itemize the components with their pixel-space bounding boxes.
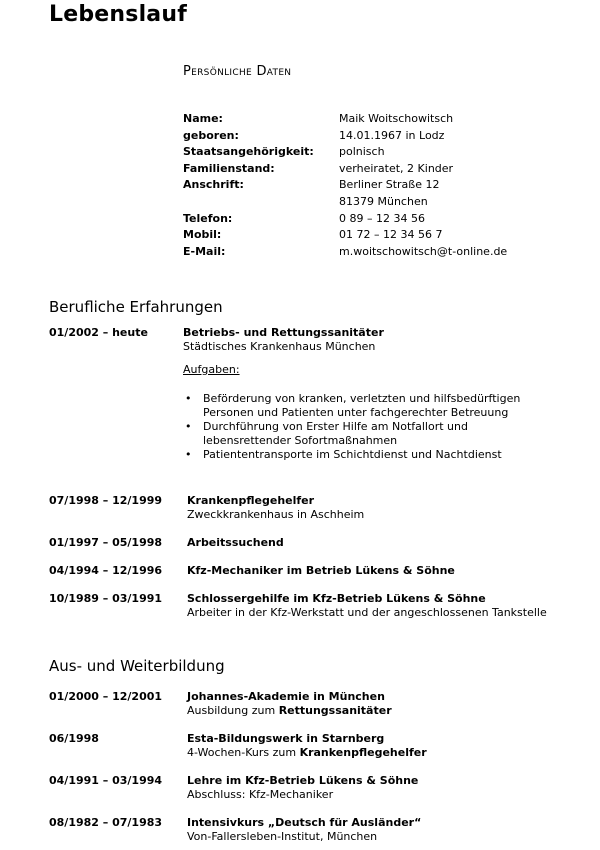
subtitle-bold: Rettungssanitäter <box>278 704 392 717</box>
work-entry <box>49 592 547 620</box>
subtitle-text: Abschluss: Kfz-Mechaniker <box>187 788 334 801</box>
document-title: Lebenslauf <box>49 2 187 27</box>
task-list <box>183 392 520 462</box>
education-entry <box>49 690 392 718</box>
task-line: lebensrettender Sofortmaßnahmen <box>203 434 398 447</box>
work-entry <box>49 564 455 578</box>
work-entry <box>49 536 284 550</box>
personal-value: 01 72 – 12 34 56 7 <box>339 228 443 242</box>
personal-label: E-Mail: <box>183 244 226 258</box>
personal-label: Mobil: <box>183 228 222 242</box>
personal-data-heading: Persönliche Daten <box>183 64 292 79</box>
personal-data-table <box>183 111 507 260</box>
entry-subtitle: Städtisches Krankenhaus München <box>183 340 376 353</box>
entry-date: 04/1994 – 12/1996 <box>49 564 163 577</box>
work-entry <box>49 326 520 462</box>
personal-row-mobile <box>183 227 507 244</box>
subtitle-bold: Krankenpflegehelfer <box>299 746 427 759</box>
personal-label: Familienstand: <box>183 161 275 175</box>
entry-title: Johannes-Akademie in München <box>187 690 385 703</box>
personal-value: verheiratet, 2 Kinder <box>339 161 454 175</box>
personal-row-nationality <box>183 144 507 161</box>
entry-title: Arbeitssuchend <box>187 536 284 549</box>
education-entry <box>49 732 427 760</box>
section-heading-work: Berufliche Erfahrungen <box>49 298 223 316</box>
task-line: Beförderung von kranken, verletzten und hilfsbedürftigen <box>203 392 521 405</box>
entry-date: 06/1998 <box>49 732 99 745</box>
entry-subtitle <box>187 830 421 844</box>
task-item <box>183 420 520 448</box>
personal-row-address-city <box>183 194 507 211</box>
entry-subtitle: Arbeiter in der Kfz-Werkstatt und der angeschlossenen Tankstelle <box>187 606 547 619</box>
entry-date: 01/1997 – 05/1998 <box>49 536 163 549</box>
entry-title: Schlossergehilfe im Kfz-Betrieb Lükens & Söhne <box>187 592 486 605</box>
tasks-label: Aufgaben: <box>183 363 240 376</box>
entry-title: Krankenpflegehelfer <box>187 494 315 507</box>
personal-row-phone <box>183 211 507 228</box>
personal-row-name <box>183 111 507 128</box>
personal-value: Berliner Straße 12 <box>339 178 440 192</box>
personal-label: Staatsangehörigkeit: <box>183 145 314 159</box>
personal-label <box>183 194 339 211</box>
personal-label: Anschrift: <box>183 178 244 192</box>
entry-title: Lehre im Kfz-Betrieb Lükens & Söhne <box>187 774 419 787</box>
personal-row-birth <box>183 128 507 145</box>
task-item <box>183 448 520 462</box>
entry-subtitle <box>187 788 418 802</box>
entry-subtitle <box>187 704 392 718</box>
education-entry <box>49 816 421 844</box>
task-item <box>183 392 520 420</box>
subtitle-text: Ausbildung zum <box>187 704 279 717</box>
entry-date: 04/1991 – 03/1994 <box>49 774 163 787</box>
entry-date: 01/2000 – 12/2001 <box>49 690 163 703</box>
personal-value: 0 89 – 12 34 56 <box>339 211 425 225</box>
education-entry <box>49 774 418 802</box>
personal-value: 14.01.1967 in Lodz <box>339 128 445 142</box>
entry-date: 10/1989 – 03/1991 <box>49 592 163 605</box>
entry-title: Kfz-Mechaniker im Betrieb Lükens & Söhne <box>187 564 455 577</box>
subtitle-text: 4-Wochen-Kurs zum <box>187 746 300 759</box>
entry-title: Esta-Bildungswerk in Starnberg <box>187 732 385 745</box>
entry-title: Intensivkurs „Deutsch für Ausländer“ <box>187 816 422 829</box>
work-entry <box>49 494 364 522</box>
subtitle-text: Von-Fallersleben-Institut, München <box>187 830 378 843</box>
personal-label: Telefon: <box>183 211 233 225</box>
personal-row-address <box>183 177 507 194</box>
entry-subtitle: Zweckkrankenhaus in Aschheim <box>187 508 365 521</box>
entry-title: Betriebs- und Rettungssanitäter <box>183 326 384 339</box>
email-link[interactable]: m.woitschowitsch@t-online.de <box>339 244 508 258</box>
section-heading-education: Aus- und Weiterbildung <box>49 657 225 675</box>
personal-value: 81379 München <box>339 194 428 208</box>
personal-label: geboren: <box>183 128 239 142</box>
personal-value: polnisch <box>339 145 385 159</box>
task-line: Personen und Patienten unter fachgerechter Betreuung <box>203 406 509 419</box>
task-line: Patiententransporte im Schichtdienst und Nachtdienst <box>203 448 502 461</box>
entry-subtitle <box>187 746 427 760</box>
personal-label: Name: <box>183 112 223 125</box>
personal-row-email <box>183 244 507 261</box>
entry-date: 01/2002 – heute <box>49 326 148 339</box>
entry-date: 07/1998 – 12/1999 <box>49 494 163 507</box>
entry-date: 08/1982 – 07/1983 <box>49 816 163 829</box>
task-line: Durchführung von Erster Hilfe am Notfallort und <box>203 420 468 433</box>
personal-value: Maik Woitschowitsch <box>339 112 454 125</box>
personal-row-family <box>183 161 507 178</box>
